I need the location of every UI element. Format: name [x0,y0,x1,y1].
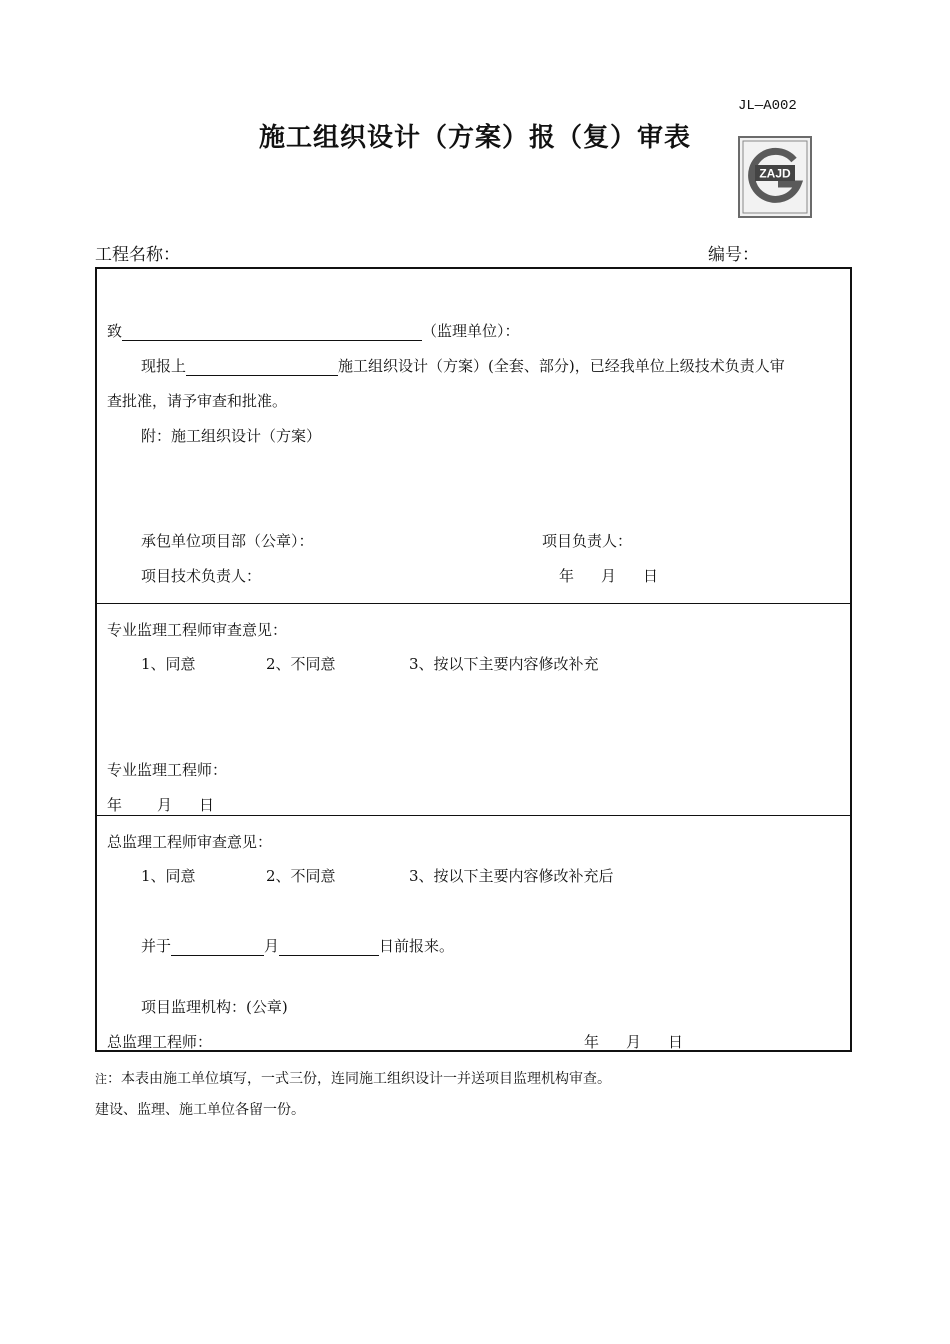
page-title: 施工组织设计（方案）报（复）审表 [258,123,691,153]
specialist-option-revise[interactable]: 3、按以下主要内容修改补充 [409,655,599,673]
report-line: 现报上 施工组织设计（方案）(全套、部分)，已经我单位上级技术负责人审 [141,357,785,375]
chief-option-disagree[interactable]: 2、不同意 [266,867,336,885]
addressee-field[interactable] [122,323,422,341]
deadline-month-field[interactable] [171,938,264,956]
date-month: 月 [601,567,617,585]
date-year: 年 [559,567,575,585]
section-divider-2 [95,815,852,816]
date-day: 日 [643,567,659,585]
tech-manager-label: 项目技术负责人： [141,567,262,585]
report-line-2: 查批准，请予审查和批准。 [107,392,288,410]
date-day: 日 [668,1033,684,1051]
project-name-label: 工程名称： [95,245,180,265]
deadline-line: 并于 月 日前报来。 [141,937,455,955]
number-label: 编号： [708,245,759,265]
specialist-option-agree[interactable]: 1、同意 [141,655,196,673]
footnote-line-2: 建设、监理、施工单位各留一份。 [95,1102,305,1118]
specialist-review-heading: 专业监理工程师审查意见： [107,621,288,639]
logo-text: ZAJD [759,166,791,181]
contractor-dept-label: 承包单位项目部（公章）： [141,532,314,550]
deadline-day-field[interactable] [279,938,379,956]
form-code: JL—A002 [738,98,797,114]
date-year: 年 [584,1033,600,1051]
date-day: 日 [199,796,215,814]
section-divider-1 [95,603,852,604]
footnote-line-1: 注：本表由施工单位填写，一式三份，连同施工组织设计一并送项目监理机构审查。 [95,1071,612,1087]
attachment-label: 附：施工组织设计（方案） [141,427,322,445]
chief-option-revise[interactable]: 3、按以下主要内容修改补充后 [409,867,614,885]
specialist-engineer-label: 专业监理工程师： [107,761,228,779]
specialist-option-disagree[interactable]: 2、不同意 [266,655,336,673]
project-manager-label: 项目负责人： [542,532,633,550]
supervision-org-label: 项目监理机构：(公章) [141,998,288,1016]
date-year: 年 [107,796,123,814]
company-logo [738,136,812,218]
project-field[interactable] [186,358,338,376]
date-month: 月 [626,1033,642,1051]
chief-engineer-label: 总监理工程师： [107,1033,213,1051]
chief-option-agree[interactable]: 1、同意 [141,867,196,885]
date-month: 月 [157,796,173,814]
addressee-line: 致 （监理单位）： [107,322,520,340]
chief-review-heading: 总监理工程师审查意见： [107,833,273,851]
